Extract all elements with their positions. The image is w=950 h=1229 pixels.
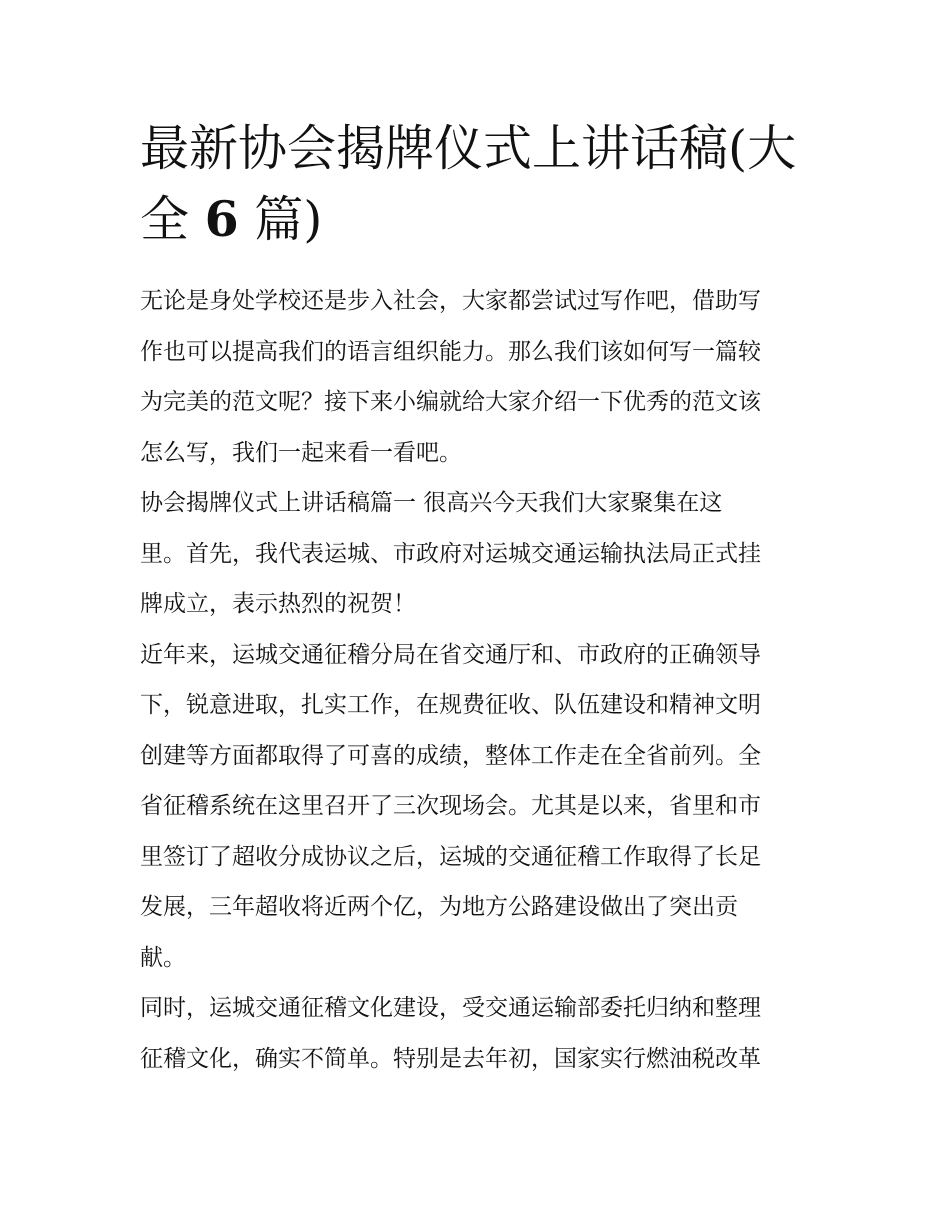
body-line-11: 省征稽系统在这里召开了三次现场会。尤其是以来，省里和市 — [140, 793, 761, 819]
body-line-16: 征稽文化，确实不简单。特别是去年初，国家实行燃油税改革 — [140, 1046, 761, 1072]
body-line-2: 作也可以提高我们的语言组织能力。那么我们该如何写一篇较 — [140, 339, 761, 365]
body-line-4: 怎么写，我们一起来看一看吧。 — [140, 440, 462, 466]
title-text-line2a: 全 — [140, 191, 190, 248]
title-number: 6 — [204, 190, 239, 248]
body-line-3: 为完美的范文呢？接下来小编就给大家介绍一下优秀的范文该 — [140, 389, 761, 415]
body-line-15: 同时，运城交通征稽文化建设，受交通运输部委托归纳和整理 — [140, 995, 761, 1021]
body-line-14: 献。 — [140, 945, 186, 971]
document-title — [140, 114, 820, 255]
body-line-1: 无论是身处学校还是步入社会，大家都尝试过写作吧，借助写 — [140, 288, 761, 314]
body-line-8: 近年来，运城交通征稽分局在省交通厅和、市政府的正确领导 — [140, 642, 761, 668]
title-text-line1: 最新协会揭牌仪式上讲话稿(大 — [140, 120, 797, 177]
body-line-6: 里。首先，我代表运城、市政府对运城交通运输执法局正式挂 — [140, 541, 761, 567]
body-line-5: 协会揭牌仪式上讲话稿篇一 很高兴今天我们大家聚集在这 — [140, 490, 723, 516]
body-line-13: 发展，三年超收将近两个亿，为地方公路建设做出了突出贡 — [140, 894, 738, 920]
body-line-12: 里签订了超收分成协议之后，运城的交通征稽工作取得了长足 — [140, 844, 761, 870]
body-line-10: 创建等方面都取得了可喜的成绩，整体工作走在全省前列。全 — [140, 743, 761, 769]
body-line-9: 下，锐意进取，扎实工作，在规费征收、队伍建设和精神文明 — [140, 692, 761, 718]
body-line-7: 牌成立，表示热烈的祝贺！ — [140, 591, 416, 617]
title-text-line2b: 篇) — [254, 191, 323, 248]
